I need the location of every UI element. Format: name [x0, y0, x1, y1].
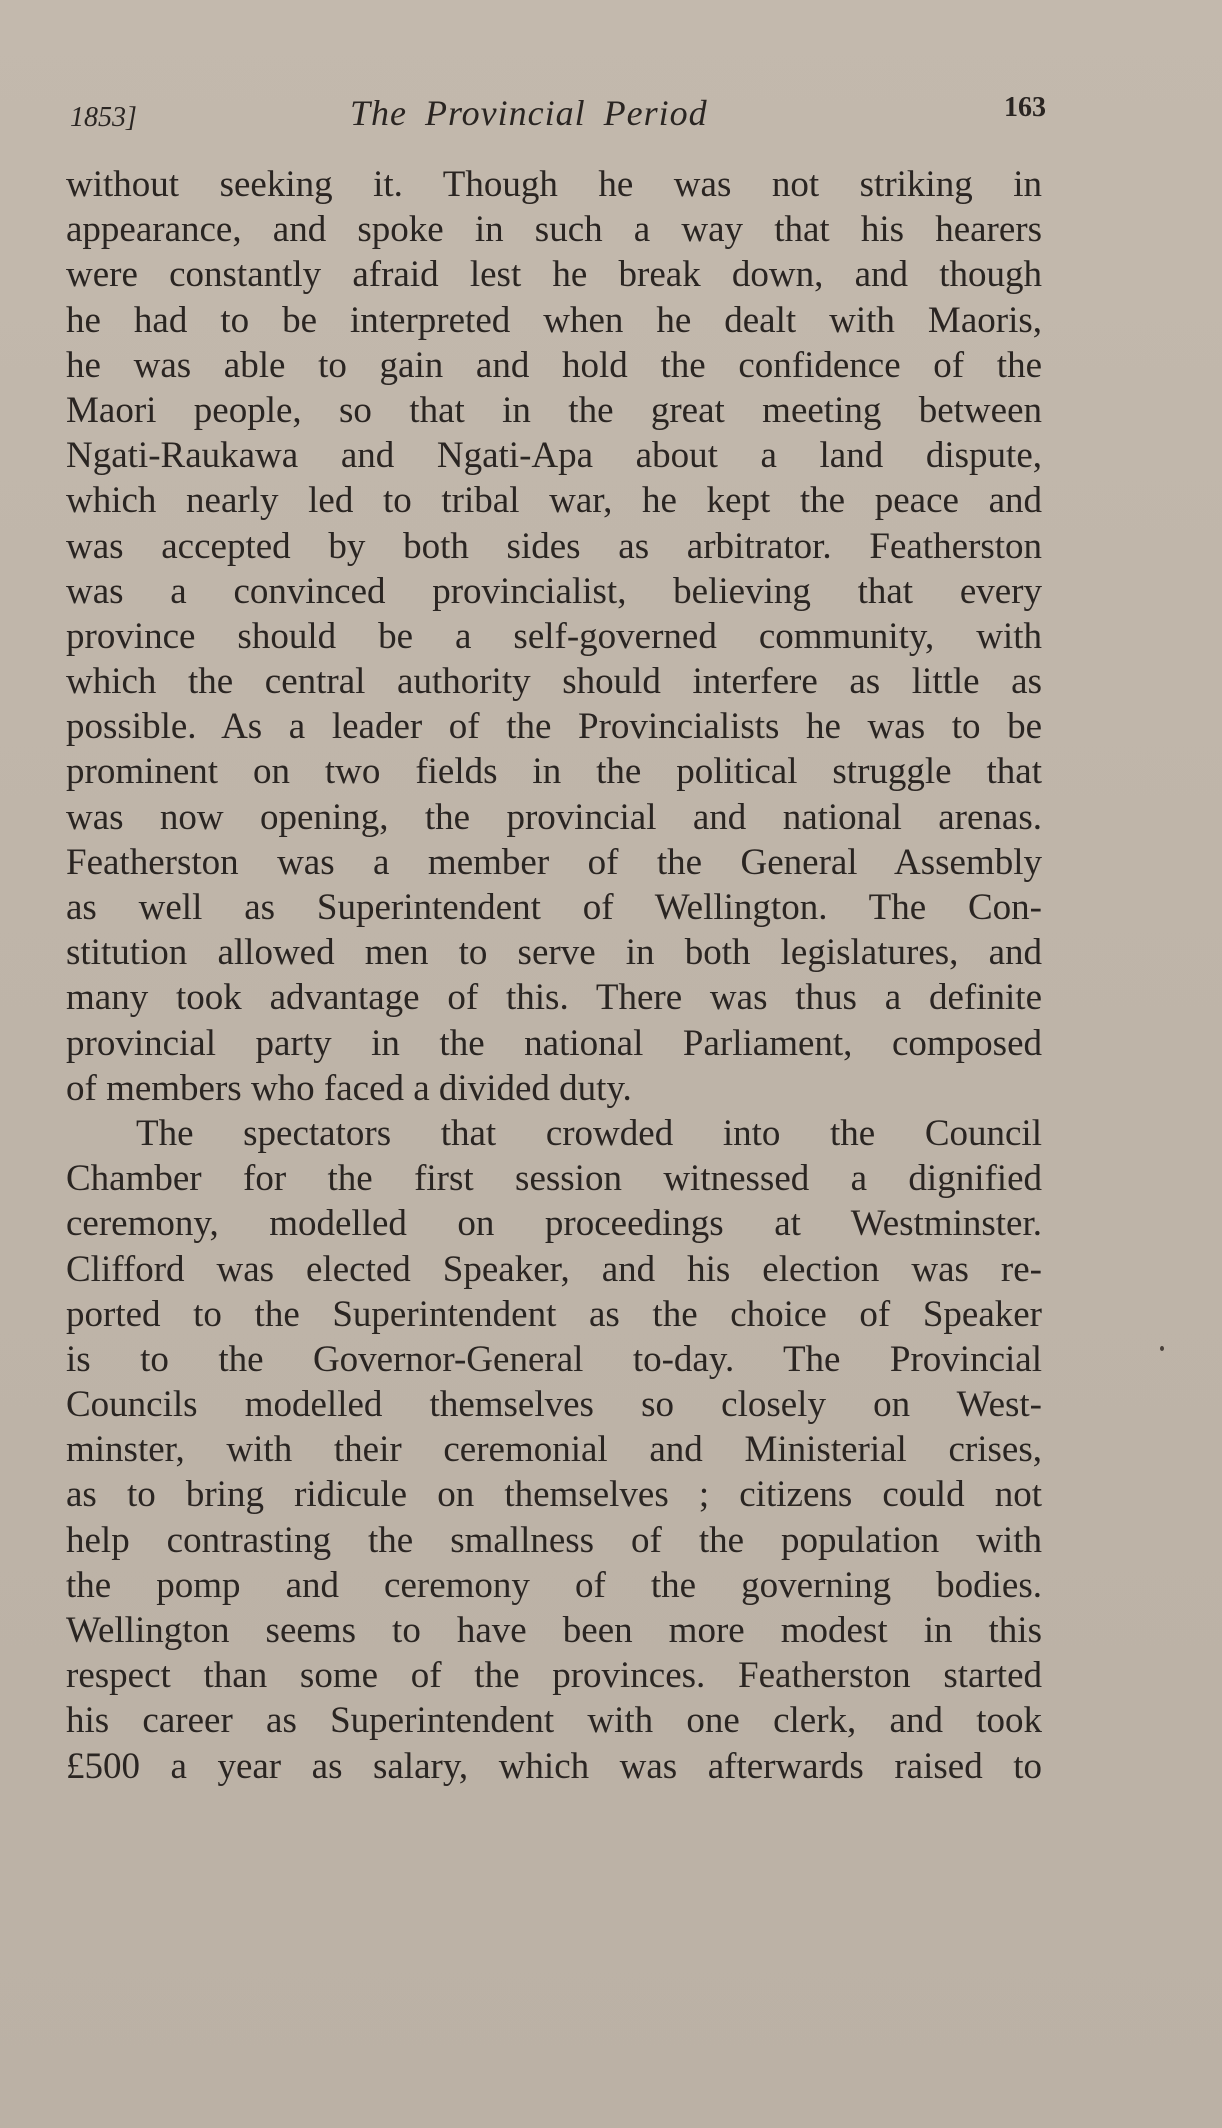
text-line: ceremony, modelled on proceedings at Westminster. — [66, 1203, 1042, 1245]
text-line: Chamber for the first session witnessed a dignified — [66, 1158, 1042, 1200]
text-line: of members who faced a divided duty. — [66, 1067, 632, 1109]
text-line: is to the Governor-General to-day. The Provincial — [66, 1338, 1042, 1380]
text-line: were constantly afraid lest he break down, and though — [66, 254, 1042, 296]
text-line: Ngati-Raukawa and Ngati-Apa about a land dispute, — [66, 435, 1042, 477]
header-title: The Provincial Period — [350, 93, 708, 133]
text-line: help contrasting the smallness of the population with — [66, 1519, 1042, 1561]
text-line: appearance, and spoke in such a way that his hearers — [66, 209, 1042, 251]
text-line: was accepted by both sides as arbitrator. Featherston — [66, 525, 1042, 567]
text-line: prominent on two fields in the political struggle that — [66, 751, 1042, 793]
header-year: 1853] — [70, 102, 137, 133]
text-line: stitution allowed men to serve in both legislatures, and — [66, 932, 1042, 974]
running-header — [70, 92, 1046, 142]
text-line: provincial party in the national Parliament, composed — [66, 1022, 1042, 1064]
text-line: Featherston was a member of the General Assembly — [66, 841, 1042, 883]
text-line: many took advantage of this. There was thus a definite — [66, 977, 1042, 1019]
text-line: Wellington seems to have been more modest in this — [66, 1610, 1042, 1651]
text-line: Maori people, so that in the great meeting between — [66, 389, 1042, 431]
text-line: as to bring ridicule on themselves ; citizens could not — [66, 1474, 1042, 1516]
text-line: ported to the Superintendent as the choice of Speaker — [66, 1293, 1042, 1335]
text-line: without seeking it. Though he was not striking in — [66, 164, 1042, 205]
body-text — [66, 162, 1042, 1789]
text-line: he had to be interpreted when he dealt with Maoris, — [66, 299, 1042, 341]
text-line: Councils modelled themselves so closely on West- — [66, 1384, 1042, 1426]
text-line: was a convinced provincialist, believing that every — [66, 570, 1042, 612]
text-line: which the central authority should interfere as little as — [66, 661, 1042, 703]
page-number: 163 — [1004, 92, 1046, 123]
text-line: the pomp and ceremony of the governing bodies. — [66, 1564, 1042, 1606]
text-line: Clifford was elected Speaker, and his election was re- — [66, 1248, 1042, 1290]
text-line: minster, with their ceremonial and Ministerial crises, — [66, 1429, 1042, 1471]
text-line: respect than some of the provinces. Featherston started — [66, 1655, 1042, 1697]
text-line: was now opening, the provincial and national arenas. — [66, 796, 1042, 838]
text-line: possible. As a leader of the Provincialists he was to be — [66, 706, 1042, 748]
text-line: The spectators that crowded into the Council — [136, 1112, 1042, 1154]
text-line: province should be a self-governed community, with — [66, 615, 1042, 657]
text-line: which nearly led to tribal war, he kept the peace and — [66, 480, 1042, 522]
paper-speck — [1160, 1346, 1164, 1351]
text-line: £500 a year as salary, which was afterwards raised to — [66, 1745, 1042, 1787]
text-line: his career as Superintendent with one clerk, and took — [66, 1700, 1042, 1742]
text-line: as well as Superintendent of Wellington. The Con- — [66, 887, 1042, 928]
text-line: he was able to gain and hold the confidence of the — [66, 344, 1042, 386]
